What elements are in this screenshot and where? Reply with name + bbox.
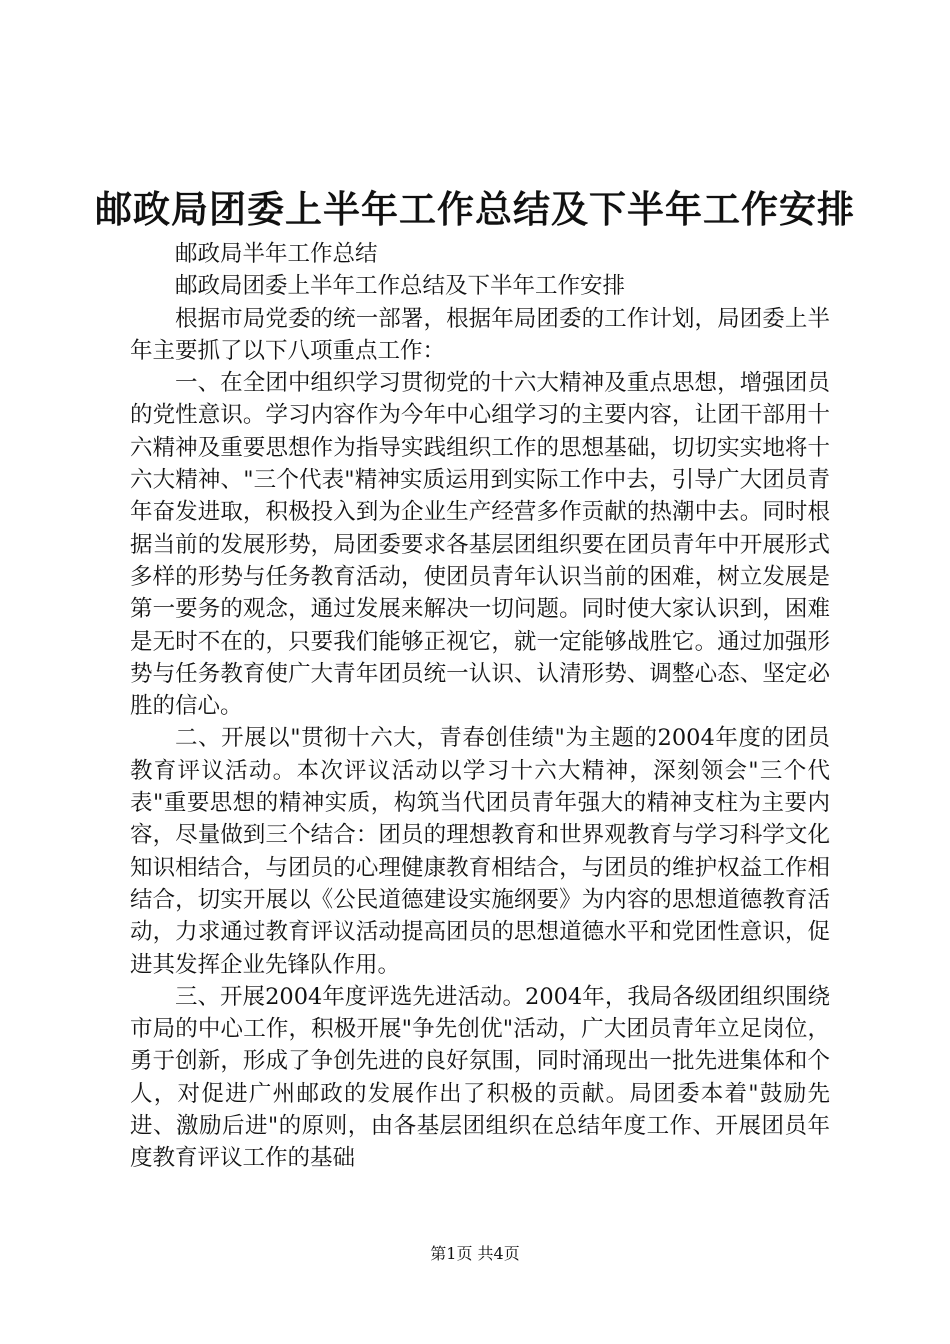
paragraph-subtitle: 邮政局半年工作总结 bbox=[175, 241, 378, 267]
paragraph-section-3: 三、开展2004年度评选先进活动。2004年，我局各级团组织围绕市局的中心工作，积极开展"争先创优"活动，广大团员青年立足岗位，勇于创新，形成了争创先进的良好氛围，同时涌现出一批先进集体和个人，对促进广州邮政的发展作出了积极的贡献。局团委本着"鼓励先进、激励后进"的原则，由各基层团组织在总结年度工作、开展团员年度教育评议工作的基础 bbox=[130, 983, 830, 1172]
paragraph-section-2: 二、开展以"贯彻十六大，青春创佳绩"为主题的2004年度的团员教育评议活动。本次评议活动以学习十六大精神，深刻领会"三个代表"重要思想的精神实质，构筑当代团员青年强大的精神支柱为主要内容，尽量做到三个结合：团员的理想教育和世界观教育与学习科学文化知识相结合，与团员的心理健康教育相结合，与团员的维护权益工作相结合，切实开展以《公民道德建设实施纲要》为内容的思想道德教育活动，力求通过教育评议活动提高团员的思想道德水平和党团性意识，促进其发挥企业先锋队作用。 bbox=[130, 725, 830, 978]
page-number-footer: 第1页 共4页 bbox=[430, 1244, 520, 1263]
paragraph-heading: 邮政局团委上半年工作总结及下半年工作安排 bbox=[175, 273, 626, 300]
paragraph-section-1: 一、在全团中组织学习贯彻党的十六大精神及重点思想，增强团员的党性意识。学习内容作为今年中心组学习的主要内容，让团干部用十六精神及重要思想作为指导实践组织工作的思想基础，切切实实地将十六大精神、"三个代表"精神实质运用到实际工作中去，引导广大团员青年奋发进取，积极投入到为企业生产经营多作贡献的热潮中去。同时根据当前的发展形势，局团委要求各基层团组织要在团员青年中开展形式多样的形势与任务教育活动，使团员青年认识当前的困难，树立发展是第一要务的观念，通过发展来解决一切问题。同时使大家认识到，困难是无时不在的，只要我们能够正视它，就一定能够战胜它。通过加强形势与任务教育使广大青年团员统一认识、认清形势、调整心态、坚定必胜的信心。 bbox=[130, 370, 830, 720]
paragraph-intro: 根据市局党委的统一部署，根据年局团委的工作计划，局团委上半年主要抓了以下八项重点工作： bbox=[130, 305, 830, 364]
document-body bbox=[130, 238, 830, 1175]
document-title: 邮政局团委上半年工作总结及下半年工作安排 bbox=[95, 188, 855, 231]
